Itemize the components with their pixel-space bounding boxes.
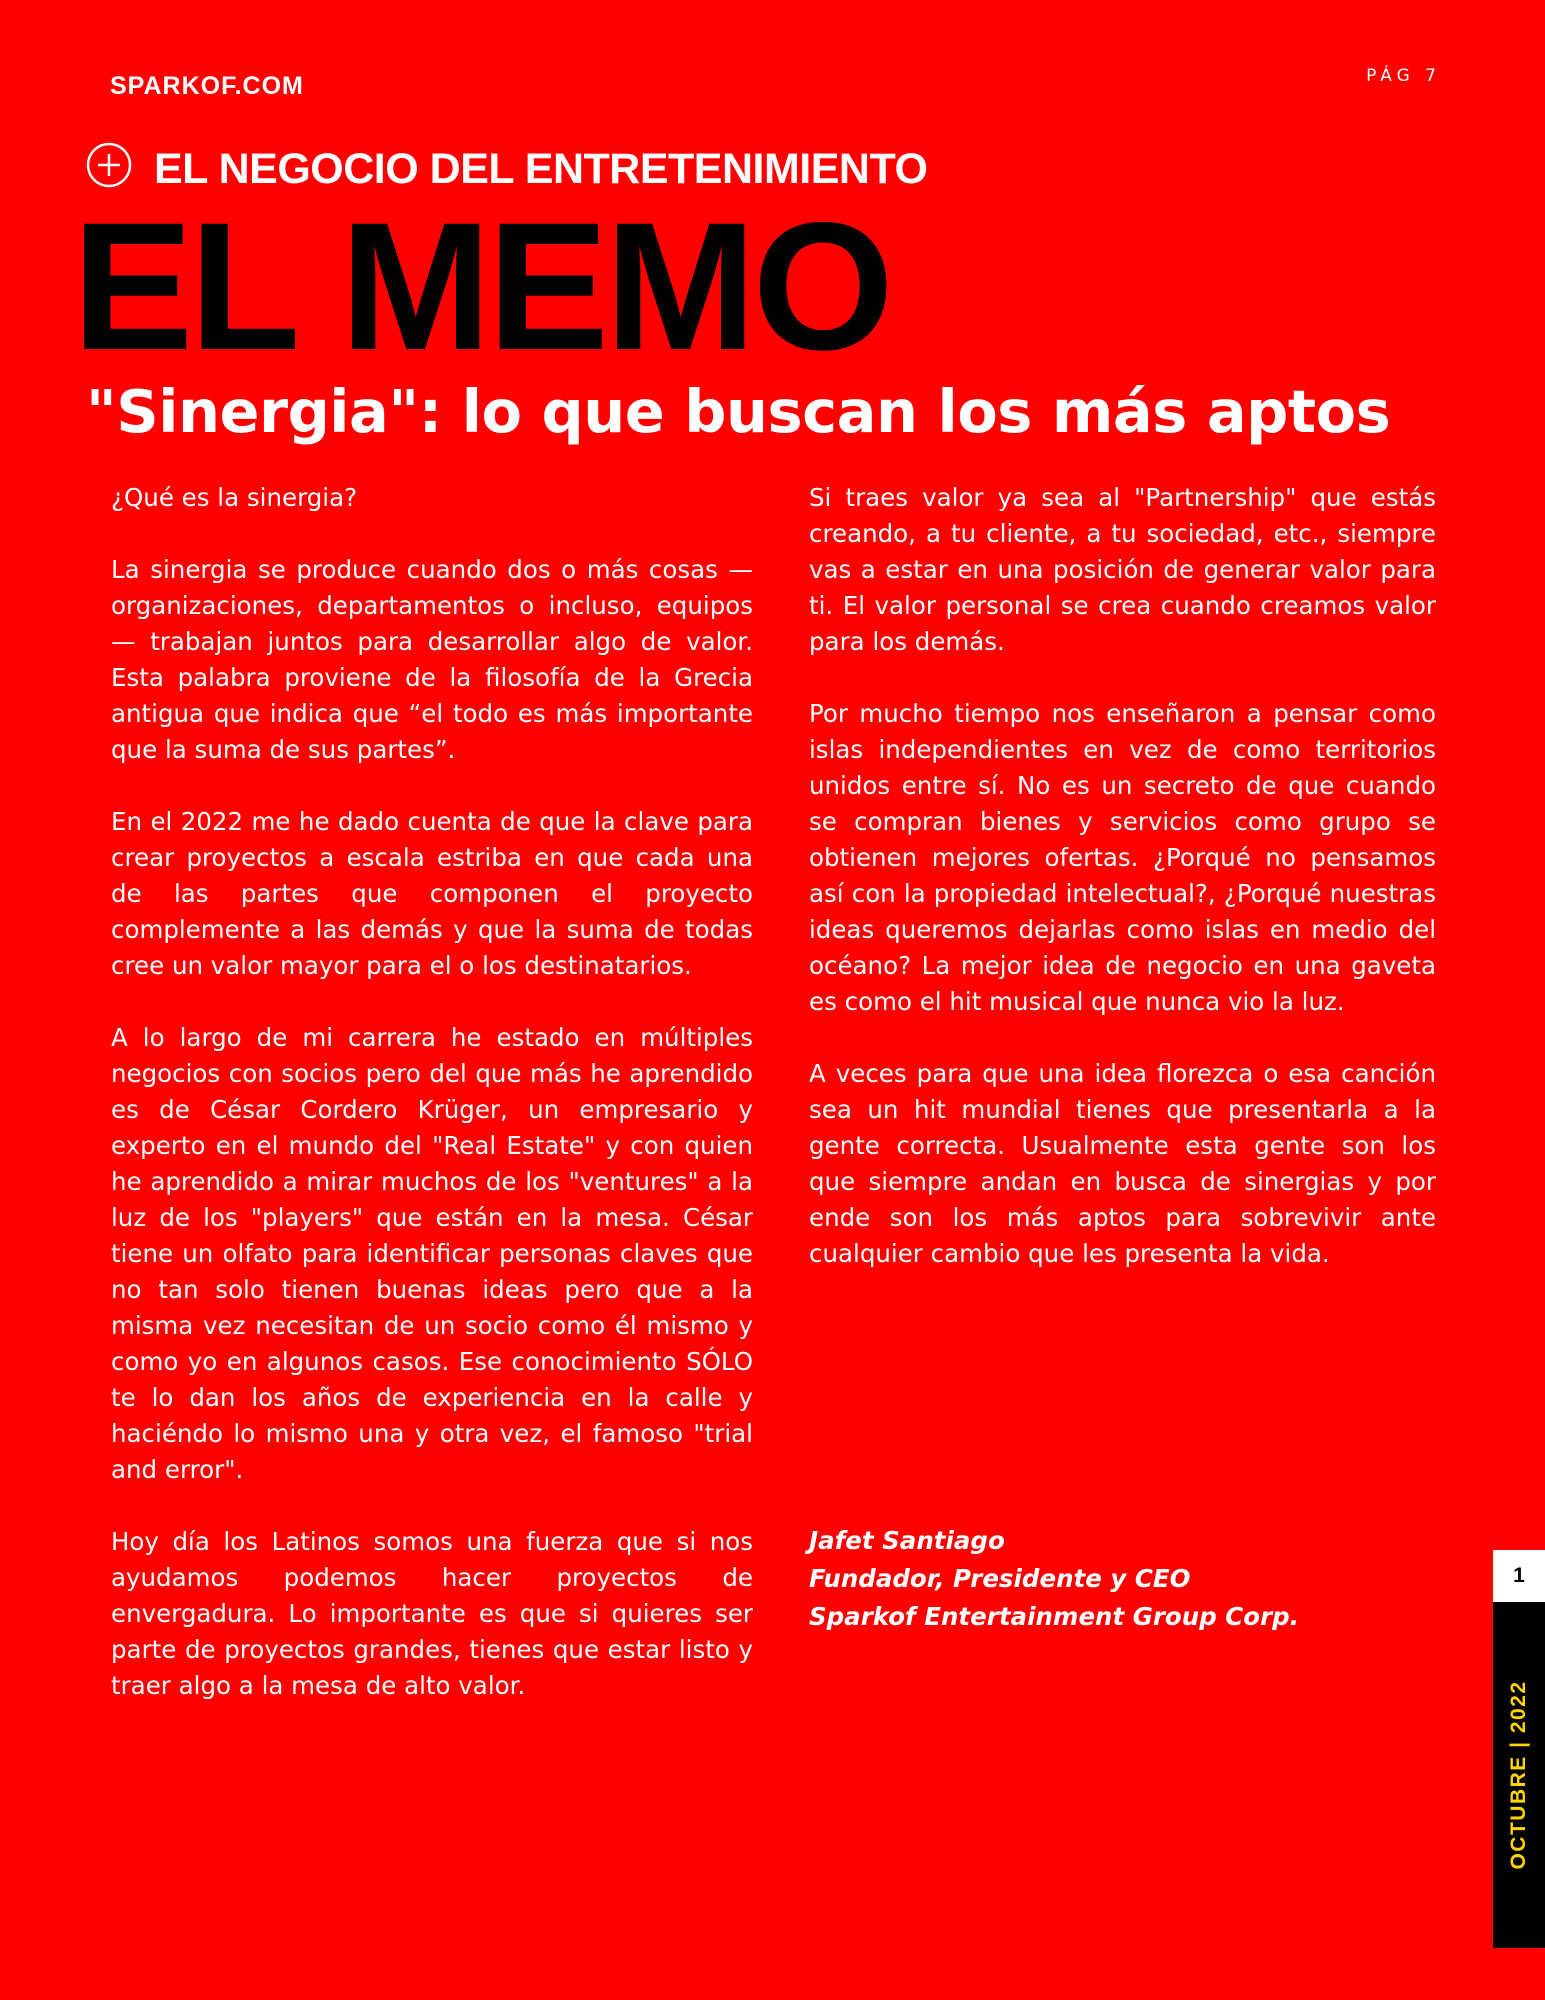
section-title: EL NEGOCIO DEL ENTRETENIMIENTO: [154, 145, 928, 193]
author-signature: [809, 1522, 1299, 1636]
site-name: SPARKOF.COM: [110, 72, 304, 100]
issue-number: 1: [1493, 1550, 1545, 1602]
article-paragraph: A veces para que una idea florezca o esa canción sea un hit mundial tienes que presentarla a la gente correcta. Usualmente esta gente son los que siempre andan en busca de sinergias y por ende son los más aptos para sobrevivir ante cualquier cambio que les presenta la vida.: [809, 1059, 1436, 1268]
author-name: Jafet Santiago: [809, 1526, 1005, 1555]
author-company: Sparkof Entertainment Group Corp.: [809, 1602, 1300, 1631]
article-paragraph: Hoy día los Latinos somos una fuerza que si nos ayudamos podemos hacer proyectos de envergadura. Lo importante es que si quieres ser parte de proyectos grandes, tienes que estar listo y traer algo a la mesa de alto valor.: [111, 1527, 753, 1700]
article-paragraph: En el 2022 me he dado cuenta de que la clave para crear proyectos a escala estriba en que cada una de las partes que componen el proyecto complemente a las demás y que la suma de todas cree un valor mayor para el o los destinatarios.: [111, 807, 753, 980]
article-paragraph: La sinergia se produce cuando dos o más cosas — organizaciones, departamentos o incluso, equipos — trabajan juntos para desarrollar algo de valor. Esta palabra proviene de la filosofía de la Grecia antigua que indica que “el todo es más importante que la suma de sus partes”.: [111, 555, 753, 764]
article-paragraph: Si traes valor ya sea al "Partnership" que estás creando, a tu cliente, a tu sociedad, etc., siempre vas a estar en una posición de generar valor para ti. El valor personal se crea cuando creamos valor para los demás.: [809, 483, 1436, 656]
article-paragraph: ¿Qué es la sinergia?: [111, 483, 358, 512]
masthead-title: EL MEMO: [72, 184, 891, 388]
article-paragraph: Por mucho tiempo nos enseñaron a pensar como islas independientes en vez de como territorios unidos entre sí. No es un secreto de que cuando se compran bienes y servicios como grupo se obtienen mejores ofertas. ¿Porqué no pensamos así con la propiedad intelectual?, ¿Porqué nuestras ideas queremos dejarlas como islas en medio del océano? La mejor idea de negocio en una gaveta es como el hit musical que nunca vio la luz.: [809, 699, 1436, 1016]
issue-date: OCTUBRE | 2022: [1507, 1680, 1530, 1870]
article-right-column: [809, 480, 1436, 1308]
author-role: Fundador, Presidente y CEO: [809, 1564, 1191, 1593]
issue-side-tab: [1493, 1550, 1545, 1948]
page-number: PÁG 7: [1366, 66, 1441, 86]
article-paragraph: A lo largo de mi carrera he estado en múltiples negocios con socios pero del que más he aprendido es de César Cordero Krüger, un empresario y experto en el mundo del "Real Estate" y con quien he aprendido a mirar muchos de los "ventures" a la luz de los "players" que están en la mesa. César tiene un olfato para identificar personas claves que no tan solo tienen buenas ideas pero que a la misma vez necesitan de un socio como él mismo y como yo en algunos casos. Ese conocimiento SÓLO te lo dan los años de experiencia en la calle y haciéndo lo mismo una y otra vez, el famoso "trial and error".: [111, 1023, 753, 1484]
article-left-column: [111, 480, 753, 1740]
plus-circle-icon: [86, 142, 132, 188]
article-headline: "Sinergia": lo que buscan los más aptos: [86, 377, 1391, 446]
